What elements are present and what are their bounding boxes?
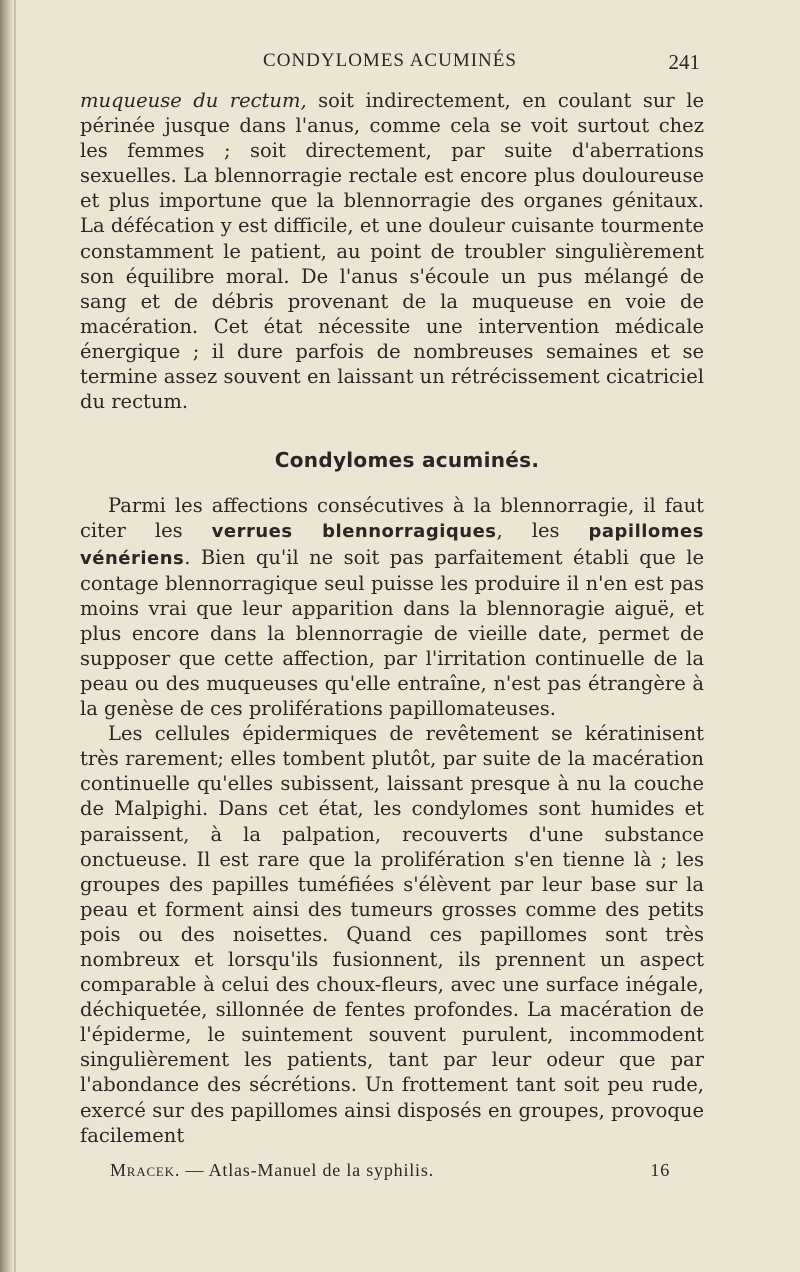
- page-number: 241: [668, 50, 700, 74]
- body-text: [80, 88, 704, 1148]
- paragraph-text: Parmi les affections consécutives à la blennorragie, il faut citer les: [80, 494, 704, 543]
- footer-author: Mracek.: [110, 1160, 181, 1180]
- section-heading: Condylomes acuminés.: [274, 448, 540, 473]
- paragraph-rectal-blennorrhagia: [80, 88, 704, 414]
- paragraph-epidermal-cells: [80, 721, 704, 1148]
- running-head: [80, 50, 700, 76]
- paragraph-text: . Bien qu'il ne soit pas parfaitement établi que le contage blennorragique seul puisse les produire il n'en est pas moins vrai que leur apparition dans la blennoragie aiguë, et plus encore dans la blennorragie de vieille date, permet de supposer que cette affection, par l'irritation continuelle de la peau ou des muqueuses qu'elle entraîne, n'est pas étrangère à la genèse de ces proliférations papillomateuses.: [80, 545, 704, 721]
- signature-mark: 16: [650, 1160, 670, 1180]
- paragraph-text: soit indirectement, en coulant sur le périnée jusque dans l'anus, comme cela se voit surtout chez les femmes ; soit directement, par suite d'aberrations sexuelles. La blennorragie rectale est encore plus douloureuse et plus importune que la blennorragie des organes génitaux. La défécation y est difficile, et une douleur cuisante tourmente constamment le patient, au point de troubler singulièrement son équilibre moral. De l'anus s'écoule un pus mélangé de sang et de débris provenant de la muqueuse en voie de macération. Cet état nécessite une intervention médicale énergique ; il dure parfois de nombreuses semaines et se termine assez souvent en laissant un rétrécissement cicatriciel du rectum.: [80, 89, 704, 414]
- bold-term: verrues blennorragiques: [211, 521, 497, 543]
- paragraph-text: , les: [496, 519, 589, 543]
- footer-book-title: Atlas-Manuel de la syphilis.: [208, 1160, 434, 1180]
- bold-term: papillomes vénériens: [80, 521, 704, 569]
- running-title: CONDYLOMES ACUMINÉS: [263, 50, 517, 71]
- footer-separator: —: [180, 1160, 209, 1180]
- page-footer: [110, 1160, 670, 1181]
- paragraph-affections: [80, 493, 704, 721]
- paragraph-text: Les cellules épidermiques de revêtement se kératinisent très rarement; elles tombent plutôt, par suite de la macération continuelle qu'elles subissent, laissant presque à nu la couche de Malpighi. Dans cet état, les condylomes sont humides et paraissent, à la palpation, recouverts d'une substance onctueuse. Il est rare que la prolifération s'en tienne là ; les groupes des papilles tuméfiées s'élèvent par leur base sur la peau et forment ainsi des tumeurs grosses comme des petits pois ou des noisettes. Quand ces papillomes sont très nombreux et lorsqu'ils fusionnent, ils prennent un aspect comparable à celui des choux-fleurs, avec une surface inégale, déchiquetée, sillonnée de fentes profondes. La macération de l'épiderme, le suintement souvent purulent, incommodent singulièrement les patients, tant par leur odeur que par l'abondance des sécrétions. Un frottement tant soit peu rude, exercé sur des papillomes ainsi disposés en groupes, provoque facilement: [80, 722, 704, 1147]
- italic-phrase: muqueuse du rectum,: [80, 89, 307, 112]
- page-binding-shadow: [0, 0, 14, 1272]
- page-binding-edge: [14, 0, 16, 1272]
